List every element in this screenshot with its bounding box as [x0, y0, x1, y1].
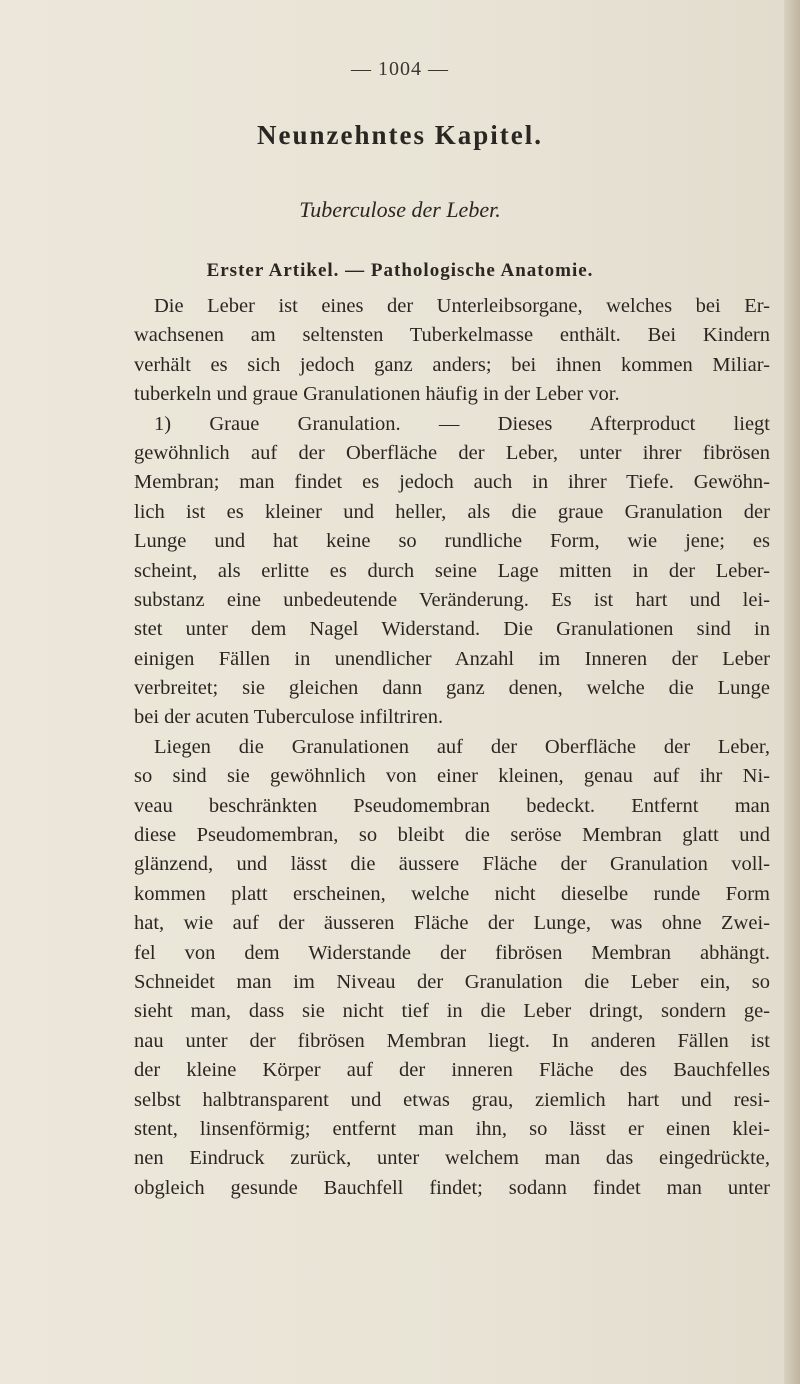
text-line: nau unter der fibrösen Membran liegt. In anderen Fällen ist — [134, 1029, 770, 1052]
text-line: Membran; man findet es jedoch auch in ihrer Tiefe. Gewöhn- — [134, 471, 770, 494]
body-text — [134, 292, 770, 1203]
text-line: wachsenen am seltensten Tuberkelmasse enthält. Bei Kindern — [134, 324, 770, 347]
text-line: stet unter dem Nagel Widerstand. Die Granulationen sind in — [134, 618, 770, 641]
text-line: Die Leber ist eines der Unterleibsorgane, welches bei Er- — [154, 295, 770, 317]
text-line: stent, linsenförmig; entfernt man ihn, so lässt er einen klei- — [134, 1117, 770, 1140]
text-line: Schneidet man im Niveau der Granulation die Leber ein, so — [134, 970, 770, 993]
text-line: verbreitet; sie gleichen dann ganz denen, welche die Lunge — [134, 677, 770, 700]
text-line: sieht man, dass sie nicht tief in die Leber dringt, sondern ge- — [134, 1000, 770, 1023]
article-heading: Erster Artikel. — Pathologische Anatomie. — [206, 260, 594, 281]
chapter-title: Neunzehntes Kapitel. — [257, 120, 543, 150]
text-line: einigen Fällen in unendlicher Anzahl im Inneren der Leber — [134, 647, 770, 670]
text-line: obgleich gesunde Bauchfell findet; sodann findet man unter — [134, 1176, 770, 1199]
page-number: — 1004 — — [351, 58, 449, 80]
text-line: veau beschränkten Pseudomembran bedeckt. Entfernt man — [134, 794, 770, 817]
text-line: verhält es sich jedoch ganz anders; bei ihnen kommen Miliar- — [134, 353, 770, 376]
text-line: tuberkeln und graue Granulationen häufig in der Leber vor. — [134, 383, 620, 406]
text-line: scheint, als erlitte es durch seine Lage mitten in der Leber- — [134, 559, 770, 582]
chapter-subtitle: Tuberculose der Leber. — [299, 197, 501, 222]
text-line: diese Pseudomembran, so bleibt die seröse Membran glatt und — [134, 824, 770, 847]
text-line: selbst halbtransparent und etwas grau, ziemlich hart und resi- — [134, 1088, 770, 1111]
text-line: hat, wie auf der äusseren Fläche der Lunge, was ohne Zwei- — [134, 912, 770, 935]
text-line: der kleine Körper auf der inneren Fläche des Bauchfelles — [134, 1059, 770, 1082]
text-line: Lunge und hat keine so rundliche Form, wie jene; es — [134, 530, 770, 553]
text-line: substanz eine unbedeutende Veränderung. Es ist hart und lei- — [134, 588, 770, 611]
text-line: nen Eindruck zurück, unter welchem man das eingedrückte, — [134, 1147, 770, 1170]
text-line: glänzend, und lässt die äussere Fläche der Granulation voll- — [134, 853, 770, 876]
text-line: Liegen die Granulationen auf der Oberfläche der Leber, — [154, 735, 770, 758]
text-line: bei der acuten Tuberculose infiltriren. — [134, 706, 444, 729]
text-line: fel von dem Widerstande der fibrösen Membran abhängt. — [134, 941, 770, 964]
text-line: 1) Graue Granulation. — Dieses Afterproduct liegt — [154, 412, 770, 435]
text-line: kommen platt erscheinen, welche nicht dieselbe runde Form — [134, 882, 770, 905]
text-line: gewöhnlich auf der Oberfläche der Leber, unter ihrer fibrösen — [134, 441, 770, 464]
text-line: lich ist es kleiner und heller, als die graue Granulation der — [134, 500, 770, 523]
text-line: so sind sie gewöhnlich von einer kleinen, genau auf ihr Ni- — [134, 765, 770, 788]
